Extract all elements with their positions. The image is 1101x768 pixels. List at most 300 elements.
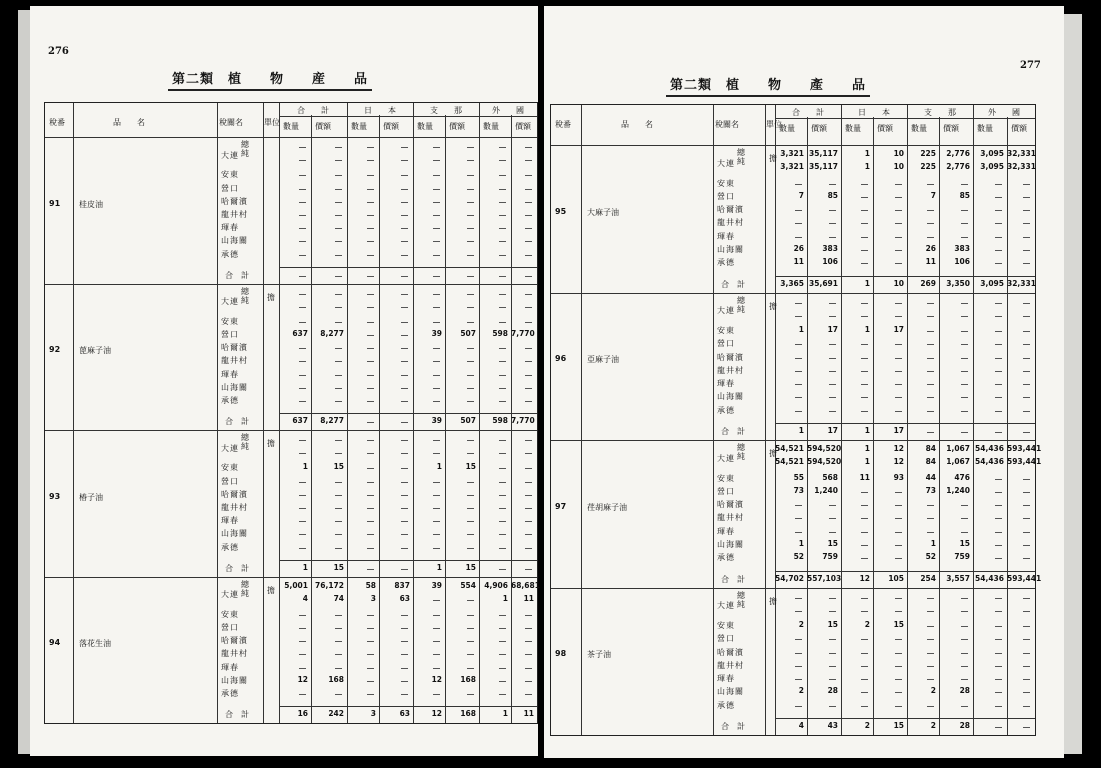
block-rule [45, 284, 537, 285]
empty-cell-dash [861, 545, 868, 546]
empty-cell-dash [499, 241, 506, 242]
empty-cell-dash [401, 375, 408, 376]
empty-cell-dash [795, 210, 802, 211]
total-cell: 10 [893, 278, 904, 288]
empty-cell-dash [829, 384, 836, 385]
empty-cell-dash [895, 303, 902, 304]
empty-cell-dash [961, 237, 968, 238]
column-rule [713, 105, 714, 735]
empty-cell-dash [861, 237, 868, 238]
place-label: 大連 [717, 601, 735, 611]
table-cell: 1 [864, 444, 870, 453]
empty-cell-dash [335, 388, 342, 389]
empty-cell-dash [467, 548, 474, 549]
empty-cell-dash [995, 666, 1002, 667]
empty-cell-dash [895, 397, 902, 398]
empty-cell-dash [467, 482, 474, 483]
empty-cell-dash [433, 255, 440, 256]
empty-cell-dash [861, 611, 868, 612]
empty-cell-dash [525, 202, 532, 203]
empty-cell-dash [927, 237, 934, 238]
empty-cell-dash [795, 371, 802, 372]
empty-cell-dash [499, 495, 506, 496]
empty-cell-dash [995, 706, 1002, 707]
table-cell: 383 [954, 243, 970, 253]
table-cell: 7 [798, 190, 804, 200]
empty-cell-dash [829, 679, 836, 680]
table-cell: 12 [431, 674, 442, 684]
empty-cell-dash [1023, 303, 1030, 304]
empty-cell-dash [525, 548, 532, 549]
table-cell: 12 [893, 444, 904, 453]
empty-cell-dash [401, 615, 408, 616]
empty-cell-dash [299, 694, 306, 695]
empty-cell-dash [995, 558, 1002, 559]
empty-cell-dash [927, 432, 934, 433]
table-cell: 54,521 [775, 457, 804, 467]
empty-cell-dash [467, 241, 474, 242]
empty-cell-dash [367, 255, 374, 256]
empty-cell-dash [861, 371, 868, 372]
empty-cell-dash [525, 495, 532, 496]
header-tax: 稅番 [49, 118, 65, 127]
table-cell: 593,441 [1007, 444, 1042, 453]
place-sub-label: 總 [737, 590, 745, 600]
header-group: 支 那 [430, 106, 462, 115]
empty-cell-dash [895, 263, 902, 264]
unit-label: 擔 [769, 154, 777, 163]
place-sub-label: 總 [241, 433, 249, 442]
table-cell: 4 [302, 593, 308, 603]
empty-cell-dash [861, 706, 868, 707]
empty-cell-dash [795, 223, 802, 224]
empty-cell-dash [467, 615, 474, 616]
empty-cell-dash [895, 692, 902, 693]
empty-cell-dash [829, 639, 836, 640]
empty-cell-dash [961, 223, 968, 224]
place-label: 安東 [221, 316, 239, 326]
empty-cell-dash [1023, 197, 1030, 198]
empty-cell-dash [525, 147, 532, 148]
table-cell: 759 [822, 552, 838, 562]
header-sub: 價額 [877, 124, 893, 133]
total-cell: 168 [460, 709, 476, 718]
empty-cell-dash [299, 147, 306, 148]
empty-cell-dash [299, 361, 306, 362]
place-sub-label: 總 [737, 148, 745, 157]
empty-cell-dash [1023, 532, 1030, 533]
empty-cell-dash [467, 361, 474, 362]
empty-cell-dash [525, 175, 532, 176]
table-cell: 84 [925, 444, 936, 453]
empty-cell-dash [367, 322, 374, 323]
table-cell: 1 [798, 538, 804, 548]
total-label: 合 計 [721, 574, 745, 584]
empty-cell-dash [299, 348, 306, 349]
empty-cell-dash [499, 521, 506, 522]
empty-cell-dash [299, 189, 306, 190]
table-cell: 594,520 [807, 457, 842, 467]
empty-cell-dash [335, 348, 342, 349]
empty-cell-dash [401, 641, 408, 642]
table-cell: 1,067 [946, 457, 970, 467]
table-cell: 85 [827, 190, 838, 200]
table-cell: 3,095 [980, 149, 1004, 158]
empty-cell-dash [829, 397, 836, 398]
empty-cell-dash [367, 215, 374, 216]
total-cell: 3,350 [946, 278, 970, 288]
empty-cell-dash [433, 548, 440, 549]
place-label: 龍井村 [717, 660, 744, 670]
empty-cell-dash [401, 307, 408, 308]
empty-cell-dash [961, 679, 968, 680]
place-sub-label: 總 [737, 443, 745, 452]
empty-cell-dash [525, 521, 532, 522]
empty-cell-dash [401, 276, 408, 277]
place-label: 琿春 [717, 674, 735, 684]
empty-cell-dash [299, 508, 306, 509]
empty-cell-dash [995, 626, 1002, 627]
total-cell: 8,277 [320, 416, 344, 425]
empty-cell-dash [829, 518, 836, 519]
empty-cell-dash [961, 303, 968, 304]
empty-cell-dash [1023, 653, 1030, 654]
empty-cell-dash [927, 532, 934, 533]
total-rule [775, 423, 1035, 424]
table-cell: 507 [460, 329, 476, 339]
empty-cell-dash [861, 184, 868, 185]
total-cell: 12 [859, 573, 870, 583]
empty-cell-dash [795, 706, 802, 707]
empty-cell-dash [433, 401, 440, 402]
empty-cell-dash [995, 505, 1002, 506]
empty-cell-dash [995, 237, 1002, 238]
table-cell: 17 [827, 325, 838, 335]
place-label: 大連 [221, 150, 239, 160]
total-cell: 1 [436, 562, 442, 572]
place-label: 山海關 [717, 392, 744, 402]
empty-cell-dash [401, 548, 408, 549]
empty-cell-dash [467, 401, 474, 402]
total-rule [775, 571, 1035, 572]
empty-cell-dash [433, 521, 440, 522]
table-cell: 11 [859, 472, 870, 482]
empty-cell-dash [335, 322, 342, 323]
table-cell: 2 [798, 620, 804, 630]
place-sub-label: 總 [241, 286, 249, 296]
empty-cell-dash [895, 237, 902, 238]
table-cell: 1 [864, 162, 870, 172]
empty-cell-dash [433, 215, 440, 216]
empty-cell-dash [525, 453, 532, 454]
place-sub-label: 純 [241, 295, 249, 305]
product-name: 桂皮油 [79, 199, 103, 209]
empty-cell-dash [525, 160, 532, 161]
empty-cell-dash [299, 388, 306, 389]
empty-cell-dash [499, 654, 506, 655]
empty-cell-dash [895, 666, 902, 667]
tax-number: 97 [555, 501, 567, 511]
place-label: 琿春 [221, 223, 239, 233]
empty-cell-dash [433, 175, 440, 176]
table-cell: 106 [954, 257, 970, 267]
total-rule [279, 267, 537, 268]
place-label: 安東 [221, 609, 239, 619]
total-cell: 16 [297, 709, 308, 718]
empty-cell-dash [401, 508, 408, 509]
empty-cell-dash [299, 375, 306, 376]
place-label: 安東 [717, 621, 735, 631]
empty-cell-dash [367, 694, 374, 695]
empty-cell-dash [499, 361, 506, 362]
table-cell: 85 [959, 190, 970, 200]
table-cell: 10 [893, 149, 904, 158]
table-cell: 2 [930, 686, 936, 696]
empty-cell-dash [335, 160, 342, 161]
place-label: 承德 [221, 689, 239, 698]
place-label: 琿春 [221, 662, 239, 672]
place-label: 營口 [717, 191, 735, 201]
empty-cell-dash [467, 521, 474, 522]
empty-cell-dash [1023, 706, 1030, 707]
total-rule [279, 560, 537, 561]
empty-cell-dash [299, 241, 306, 242]
place-label: 山海關 [221, 675, 248, 685]
table-cell: 73 [793, 485, 804, 495]
empty-cell-dash [861, 223, 868, 224]
place-label: 山海關 [717, 244, 744, 254]
empty-cell-dash [467, 276, 474, 277]
empty-cell-dash [525, 681, 532, 682]
total-rule [775, 276, 1035, 277]
empty-cell-dash [961, 344, 968, 345]
place-label: 山海關 [221, 529, 248, 539]
empty-cell-dash [335, 615, 342, 616]
column-rule [263, 103, 264, 723]
table-cell: 54,436 [975, 457, 1004, 467]
empty-cell-dash [401, 175, 408, 176]
table-cell: 10 [893, 162, 904, 172]
empty-cell-dash [367, 361, 374, 362]
header-sub: 數量 [977, 124, 993, 133]
empty-cell-dash [829, 411, 836, 412]
empty-cell-dash [299, 160, 306, 161]
empty-cell-dash [299, 548, 306, 549]
empty-cell-dash [895, 197, 902, 198]
empty-cell-dash [525, 668, 532, 669]
empty-cell-dash [401, 215, 408, 216]
place-label: 龍井村 [221, 209, 248, 219]
empty-cell-dash [995, 653, 1002, 654]
header-sub: 數量 [351, 122, 367, 131]
header-sub: 數量 [911, 124, 927, 133]
total-cell: 43 [827, 721, 838, 730]
empty-cell-dash [995, 358, 1002, 359]
empty-cell-dash [499, 508, 506, 509]
empty-cell-dash [961, 358, 968, 359]
place-sub-label: 總 [241, 579, 249, 589]
total-cell: 598 [492, 416, 508, 425]
empty-cell-dash [433, 294, 440, 295]
empty-cell-dash [1023, 558, 1030, 559]
empty-cell-dash [795, 653, 802, 654]
header-rule [551, 145, 1035, 146]
empty-cell-dash [995, 316, 1002, 317]
product-name: 茶子油 [587, 650, 611, 660]
empty-cell-dash [995, 303, 1002, 304]
empty-cell-dash [401, 228, 408, 229]
table-cell: 15 [959, 538, 970, 548]
table-cell: 39 [431, 329, 442, 339]
empty-cell-dash [525, 482, 532, 483]
empty-cell-dash [299, 440, 306, 441]
empty-cell-dash [525, 694, 532, 695]
total-cell: 39 [431, 416, 442, 425]
header-rule [279, 116, 537, 117]
empty-cell-dash [861, 692, 868, 693]
table-cell: 35,117 [809, 149, 838, 158]
place-label: 承德 [717, 700, 735, 710]
empty-cell-dash [433, 348, 440, 349]
empty-cell-dash [829, 358, 836, 359]
empty-cell-dash [401, 401, 408, 402]
table-cell: 35,117 [809, 162, 838, 172]
empty-cell-dash [895, 505, 902, 506]
empty-cell-dash [299, 175, 306, 176]
place-label: 龍井村 [717, 365, 744, 375]
table-cell: 759 [954, 552, 970, 562]
table-cell: 12 [297, 674, 308, 684]
empty-cell-dash [927, 505, 934, 506]
empty-cell-dash [499, 615, 506, 616]
empty-cell-dash [525, 641, 532, 642]
empty-cell-dash [525, 375, 532, 376]
empty-cell-dash [433, 276, 440, 277]
table-cell: 74 [333, 593, 344, 603]
empty-cell-dash [927, 303, 934, 304]
empty-cell-dash [1023, 639, 1030, 640]
empty-cell-dash [335, 548, 342, 549]
empty-cell-dash [433, 600, 440, 601]
column-rule [765, 105, 766, 735]
empty-cell-dash [367, 548, 374, 549]
place-label: 山海關 [717, 687, 744, 697]
empty-cell-dash [995, 250, 1002, 251]
empty-cell-dash [525, 508, 532, 509]
empty-cell-dash [961, 505, 968, 506]
table-cell: 15 [827, 538, 838, 548]
empty-cell-dash [335, 375, 342, 376]
empty-cell-dash [961, 639, 968, 640]
empty-cell-dash [335, 694, 342, 695]
place-label: 琿春 [717, 231, 735, 241]
empty-cell-dash [467, 294, 474, 295]
empty-cell-dash [401, 348, 408, 349]
empty-cell-dash [467, 160, 474, 161]
place-label: 承德 [221, 542, 239, 552]
empty-cell-dash [499, 375, 506, 376]
empty-cell-dash [1023, 184, 1030, 185]
place-label: 大連 [221, 443, 239, 453]
empty-cell-dash [499, 202, 506, 203]
total-cell: 254 [920, 573, 936, 583]
empty-cell-dash [433, 375, 440, 376]
empty-cell-dash [467, 453, 474, 454]
empty-cell-dash [525, 255, 532, 256]
place-label: 哈爾濱 [717, 352, 744, 362]
place-label: 龍井村 [717, 513, 744, 523]
brace-label [241, 433, 249, 451]
empty-cell-dash [467, 694, 474, 695]
empty-cell-dash [299, 401, 306, 402]
empty-cell-dash [861, 505, 868, 506]
table-cell: 54,521 [775, 444, 804, 453]
column-rule [73, 103, 74, 723]
empty-cell-dash [861, 598, 868, 599]
empty-cell-dash [927, 358, 934, 359]
table-cell: 26 [793, 243, 804, 253]
empty-cell-dash [829, 706, 836, 707]
empty-cell-dash [795, 303, 802, 304]
empty-cell-dash [467, 440, 474, 441]
empty-cell-dash [367, 641, 374, 642]
empty-cell-dash [335, 508, 342, 509]
place-label: 龍井村 [221, 502, 248, 512]
table-cell: 32,331 [1007, 162, 1036, 172]
table-cell: 598 [492, 329, 508, 339]
place-sub-label: 純 [737, 452, 745, 461]
empty-cell-dash [335, 255, 342, 256]
unit-label: 擔 [267, 292, 275, 302]
empty-cell-dash [433, 189, 440, 190]
empty-cell-dash [467, 508, 474, 509]
empty-cell-dash [927, 344, 934, 345]
empty-cell-dash [829, 210, 836, 211]
empty-cell-dash [401, 468, 408, 469]
empty-cell-dash [299, 495, 306, 496]
empty-cell-dash [401, 482, 408, 483]
place-label: 承德 [717, 553, 735, 563]
empty-cell-dash [367, 453, 374, 454]
empty-cell-dash [525, 401, 532, 402]
empty-cell-dash [795, 532, 802, 533]
empty-cell-dash [499, 276, 506, 277]
header-sub: 數量 [779, 124, 795, 133]
table-cell: 837 [394, 580, 410, 590]
table-cell: 1,240 [814, 485, 838, 495]
table-cell: 54,436 [975, 444, 1004, 453]
header-group: 日 本 [364, 106, 396, 115]
empty-cell-dash [335, 147, 342, 148]
empty-cell-dash [499, 215, 506, 216]
empty-cell-dash [525, 654, 532, 655]
empty-cell-dash [299, 668, 306, 669]
total-cell: 54,436 [975, 573, 1004, 583]
empty-cell-dash [895, 518, 902, 519]
total-cell: 12 [431, 709, 442, 718]
empty-cell-dash [433, 241, 440, 242]
table-cell: 76,172 [315, 580, 344, 590]
total-rule [279, 706, 537, 707]
empty-cell-dash [861, 263, 868, 264]
empty-cell-dash [995, 210, 1002, 211]
empty-cell-dash [433, 654, 440, 655]
empty-cell-dash [525, 276, 532, 277]
empty-cell-dash [401, 322, 408, 323]
empty-cell-dash [861, 518, 868, 519]
place-label: 營口 [221, 623, 239, 633]
empty-cell-dash [367, 202, 374, 203]
